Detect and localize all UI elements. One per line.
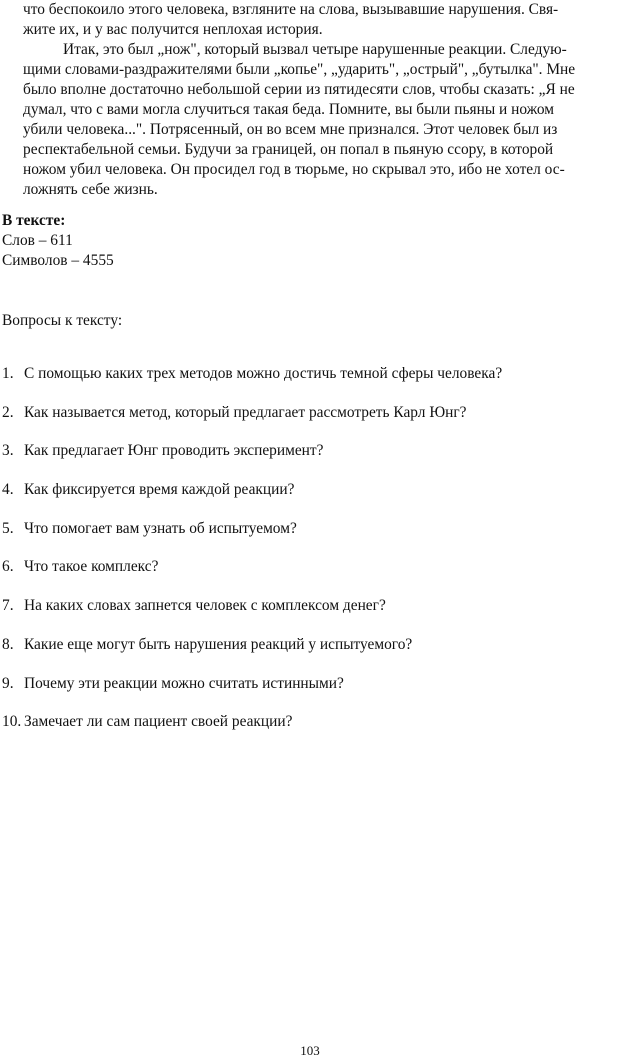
question-number: 8.	[2, 635, 14, 653]
question-text: С помощью каких трех методов можно достичь темной сферы человека?	[24, 365, 503, 382]
question-item	[2, 403, 502, 442]
questions-list	[2, 364, 502, 751]
paragraph-line: жите их, и у вас получится неплохая история.	[23, 21, 323, 38]
paragraph-line: думал, что с вами могла случиться такая беда. Помните, вы были пьяны и ножом	[23, 101, 555, 118]
question-text: На каких словах запнется человек с комплексом денег?	[24, 597, 386, 615]
question-text: Что помогает вам узнать об испытуемом?	[24, 519, 297, 537]
question-item	[2, 635, 502, 674]
question-number: 7.	[2, 597, 14, 615]
question-number: 1.	[2, 365, 14, 382]
question-text: Что такое комплекс?	[24, 558, 159, 576]
question-number: 5.	[2, 519, 14, 537]
word-count: Слов – 611	[2, 232, 73, 249]
question-number: 3.	[2, 442, 14, 460]
paragraph-line: Итак, это был „нож", который вызвал четыре нарушенные реакции. Следую-	[63, 41, 567, 58]
question-text: Как называется метод, который предлагает рассмотреть Карл Юнг?	[24, 403, 467, 421]
question-text: Как фиксируется время каждой реакции?	[24, 481, 295, 499]
question-number: 10.	[2, 713, 22, 731]
question-item	[2, 596, 502, 635]
questions-title: Вопросы к тексту:	[2, 312, 123, 329]
paragraph-line: респектабельной семьи. Будучи за границей, он попал в пьяную ссору, в которой	[23, 141, 554, 158]
story-paragraph	[23, 0, 611, 200]
paragraph-line: убили человека...". Потрясенный, он во всем мне признался. Этот человек был из	[23, 121, 558, 138]
paragraph-line: ножом убил человека. Он просидел год в тюрьме, но скрывал это, ибо не хотел ос-	[23, 161, 565, 178]
paragraph-line: было вполне достаточно небольшой серии из пятидесяти слов, чтобы сказать: „Я не	[23, 81, 575, 98]
paragraph-line: что беспокоило этого человека, взгляните на слова, вызывавшие нарушения. Свя-	[23, 1, 559, 18]
question-item	[2, 557, 502, 596]
text-stats	[2, 211, 114, 271]
question-item	[2, 480, 502, 519]
question-item	[2, 712, 502, 751]
stats-heading: В тексте:	[2, 212, 66, 229]
paragraph-line: щими словами-раздражителями были „копье", „ударить", „острый", „бутылка". Мне	[23, 61, 576, 78]
page-number: 103	[300, 1043, 320, 1058]
question-item	[2, 441, 502, 480]
question-number: 6.	[2, 558, 14, 576]
question-item	[2, 674, 502, 713]
question-text: Почему эти реакции можно считать истинными?	[24, 674, 344, 692]
char-count: Символов – 4555	[2, 252, 114, 269]
question-number: 2.	[2, 403, 14, 421]
question-item	[2, 364, 502, 403]
question-text: Какие еще могут быть нарушения реакций у испытуемого?	[24, 635, 413, 653]
question-text: Как предлагает Юнг проводить эксперимент?	[24, 442, 324, 460]
paragraph-line: ложнять себе жизнь.	[23, 181, 158, 198]
question-number: 9.	[2, 674, 14, 692]
question-text: Замечает ли сам пациент своей реакции?	[24, 713, 293, 731]
question-number: 4.	[2, 481, 14, 499]
question-item	[2, 519, 502, 558]
